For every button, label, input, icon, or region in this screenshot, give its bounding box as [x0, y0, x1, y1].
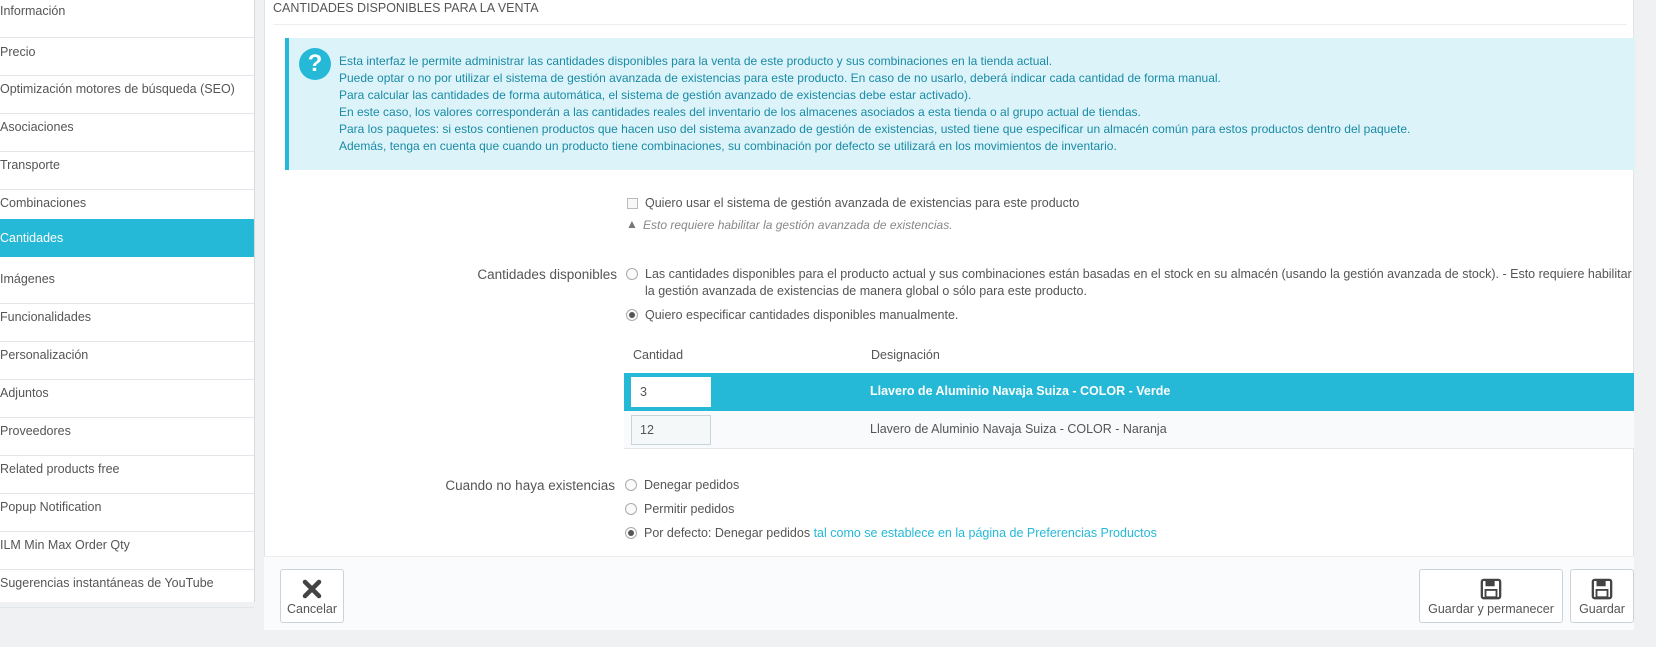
advanced-stock-checkbox[interactable]	[627, 198, 638, 209]
sidebar-item-imagenes[interactable]	[0, 266, 254, 304]
info-line: Además, tenga en cuenta que cuando un producto tiene combinaciones, su combinación por defecto se utilizará en los movimientos de inventario.	[339, 139, 1117, 153]
sidebar-item-label: Sugerencias instantáneas de YouTube	[0, 576, 214, 590]
sidebar-item-label: Transporte	[0, 158, 60, 172]
sidebar-item-label: Funcionalidades	[0, 310, 92, 324]
cancel-button[interactable]	[280, 569, 344, 623]
available-manual-label: Quiero especificar cantidades disponibles manualmente.	[645, 308, 959, 322]
advanced-stock-hint: Esto requiere habilitar la gestión avanzada de existencias.	[643, 218, 953, 232]
sidebar-item-label: Personalización	[0, 348, 89, 362]
sidebar-item-label: Cantidades	[0, 231, 64, 245]
available-auto-label-line2: la gestión avanzada de existencias de manera global o sólo para este producto.	[645, 284, 1087, 298]
default-orders-prefix: Por defecto: Denegar pedidos	[644, 526, 811, 540]
deny-orders-label: Denegar pedidos	[644, 478, 740, 492]
save-label: Guardar	[1579, 602, 1625, 616]
column-header-designation: Designación	[871, 348, 940, 362]
sidebar-item-label: Adjuntos	[0, 386, 49, 400]
sidebar-item-youtube[interactable]	[0, 570, 254, 608]
sidebar-item-label: Combinaciones	[0, 196, 87, 210]
table-row[interactable]	[624, 373, 1634, 411]
sidebar	[0, 0, 255, 602]
panel-footer	[264, 556, 1634, 630]
sidebar-item-popup-notification[interactable]	[0, 494, 254, 532]
info-line: Puede optar o no por utilizar el sistema de gestión avanzada de existencias para este producto. En caso de no usarlo, deberá indicar cada cantidad de forma manual.	[339, 71, 1221, 85]
save-button[interactable]	[1570, 569, 1634, 623]
info-line: Esta interfaz le permite administrar las cantidades disponibles para la venta de este producto y sus combinaciones en la tienda actual.	[339, 54, 1053, 68]
out-of-stock-label: Cuando no haya existencias	[445, 478, 615, 493]
available-manual-radio[interactable]	[626, 309, 638, 321]
sidebar-item-label: ILM Min Max Order Qty	[0, 538, 130, 552]
available-quantities-label: Cantidades disponibles	[477, 267, 617, 282]
available-auto-radio[interactable]	[626, 268, 638, 280]
table-row[interactable]	[624, 411, 1634, 449]
sidebar-item-related-products[interactable]	[0, 456, 254, 494]
sidebar-item-label: Información	[0, 4, 66, 18]
question-icon: ?	[299, 48, 331, 80]
sidebar-item-label: Optimización motores de búsqueda (SEO)	[0, 82, 235, 96]
info-alert	[285, 38, 1635, 170]
sidebar-item-cantidades[interactable]	[0, 219, 254, 257]
sidebar-item-seo[interactable]	[0, 76, 254, 114]
sidebar-item-proveedores[interactable]	[0, 418, 254, 456]
deny-orders-radio[interactable]	[625, 479, 637, 491]
default-orders-radio[interactable]	[625, 527, 637, 539]
panel-title: CANTIDADES DISPONIBLES PARA LA VENTA	[273, 0, 1627, 25]
sidebar-item-label: Precio	[0, 45, 36, 59]
sidebar-item-label: Popup Notification	[0, 500, 102, 514]
sidebar-item-precio[interactable]	[0, 38, 254, 76]
info-line: Para calcular las cantidades de forma automática, el sistema de gestión avanzado de existencias debe estar activado).	[339, 88, 972, 102]
allow-orders-radio[interactable]	[625, 503, 637, 515]
combination-name: Llavero de Aluminio Navaja Suiza - COLOR - Naranja	[870, 422, 1167, 436]
combination-name: Llavero de Aluminio Navaja Suiza - COLOR - Verde	[870, 384, 1171, 398]
save-and-stay-button[interactable]	[1419, 569, 1563, 623]
column-header-quantity: Cantidad	[633, 348, 684, 362]
close-icon	[301, 578, 323, 600]
sidebar-item-label: Related products free	[0, 462, 120, 476]
preferences-link[interactable]: tal como se establece en la página de Preferencias Productos	[813, 526, 1157, 540]
info-line: En este caso, los valores corresponderán a las cantidades reales del inventario de los almacenes asociados a esta tienda o al grupo actual de tiendas.	[339, 105, 1141, 119]
sidebar-item-funcionalidades[interactable]	[0, 304, 254, 342]
cancel-label: Cancelar	[286, 602, 338, 616]
sidebar-item-informacion[interactable]	[0, 0, 254, 38]
sidebar-item-adjuntos[interactable]	[0, 380, 254, 418]
allow-orders-label: Permitir pedidos	[644, 502, 735, 516]
default-orders-label	[644, 526, 1157, 540]
advanced-stock-label: Quiero usar el sistema de gestión avanzada de existencias para este producto	[645, 196, 1080, 210]
available-auto-label-line1: Las cantidades disponibles para el producto actual y sus combinaciones están basadas en el stock en su almacén (usando la gestión avanzada de stock). - Esto requiere habilitar	[645, 267, 1632, 281]
info-line: Para los paquetes: si estos contienen productos que hacen uso del sistema avanzado de gestión de existencias, usted tiene que especificar un almacén común para estos productos dentro del paquete.	[339, 122, 1411, 136]
save-icon	[1479, 578, 1503, 600]
save-icon	[1590, 578, 1614, 600]
sidebar-item-min-max-order[interactable]	[0, 532, 254, 570]
sidebar-item-label: Asociaciones	[0, 120, 74, 134]
quantity-input[interactable]: 3	[631, 377, 711, 407]
save-and-stay-label: Guardar y permanecer	[1428, 602, 1554, 616]
sidebar-item-asociaciones[interactable]	[0, 114, 254, 152]
sidebar-item-transporte[interactable]	[0, 152, 254, 190]
quantity-input[interactable]: 12	[631, 415, 711, 445]
sidebar-item-personalizacion[interactable]	[0, 342, 254, 380]
warning-icon: ▲	[626, 217, 638, 231]
sidebar-item-label: Imágenes	[0, 272, 55, 286]
sidebar-item-label: Proveedores	[0, 424, 71, 438]
